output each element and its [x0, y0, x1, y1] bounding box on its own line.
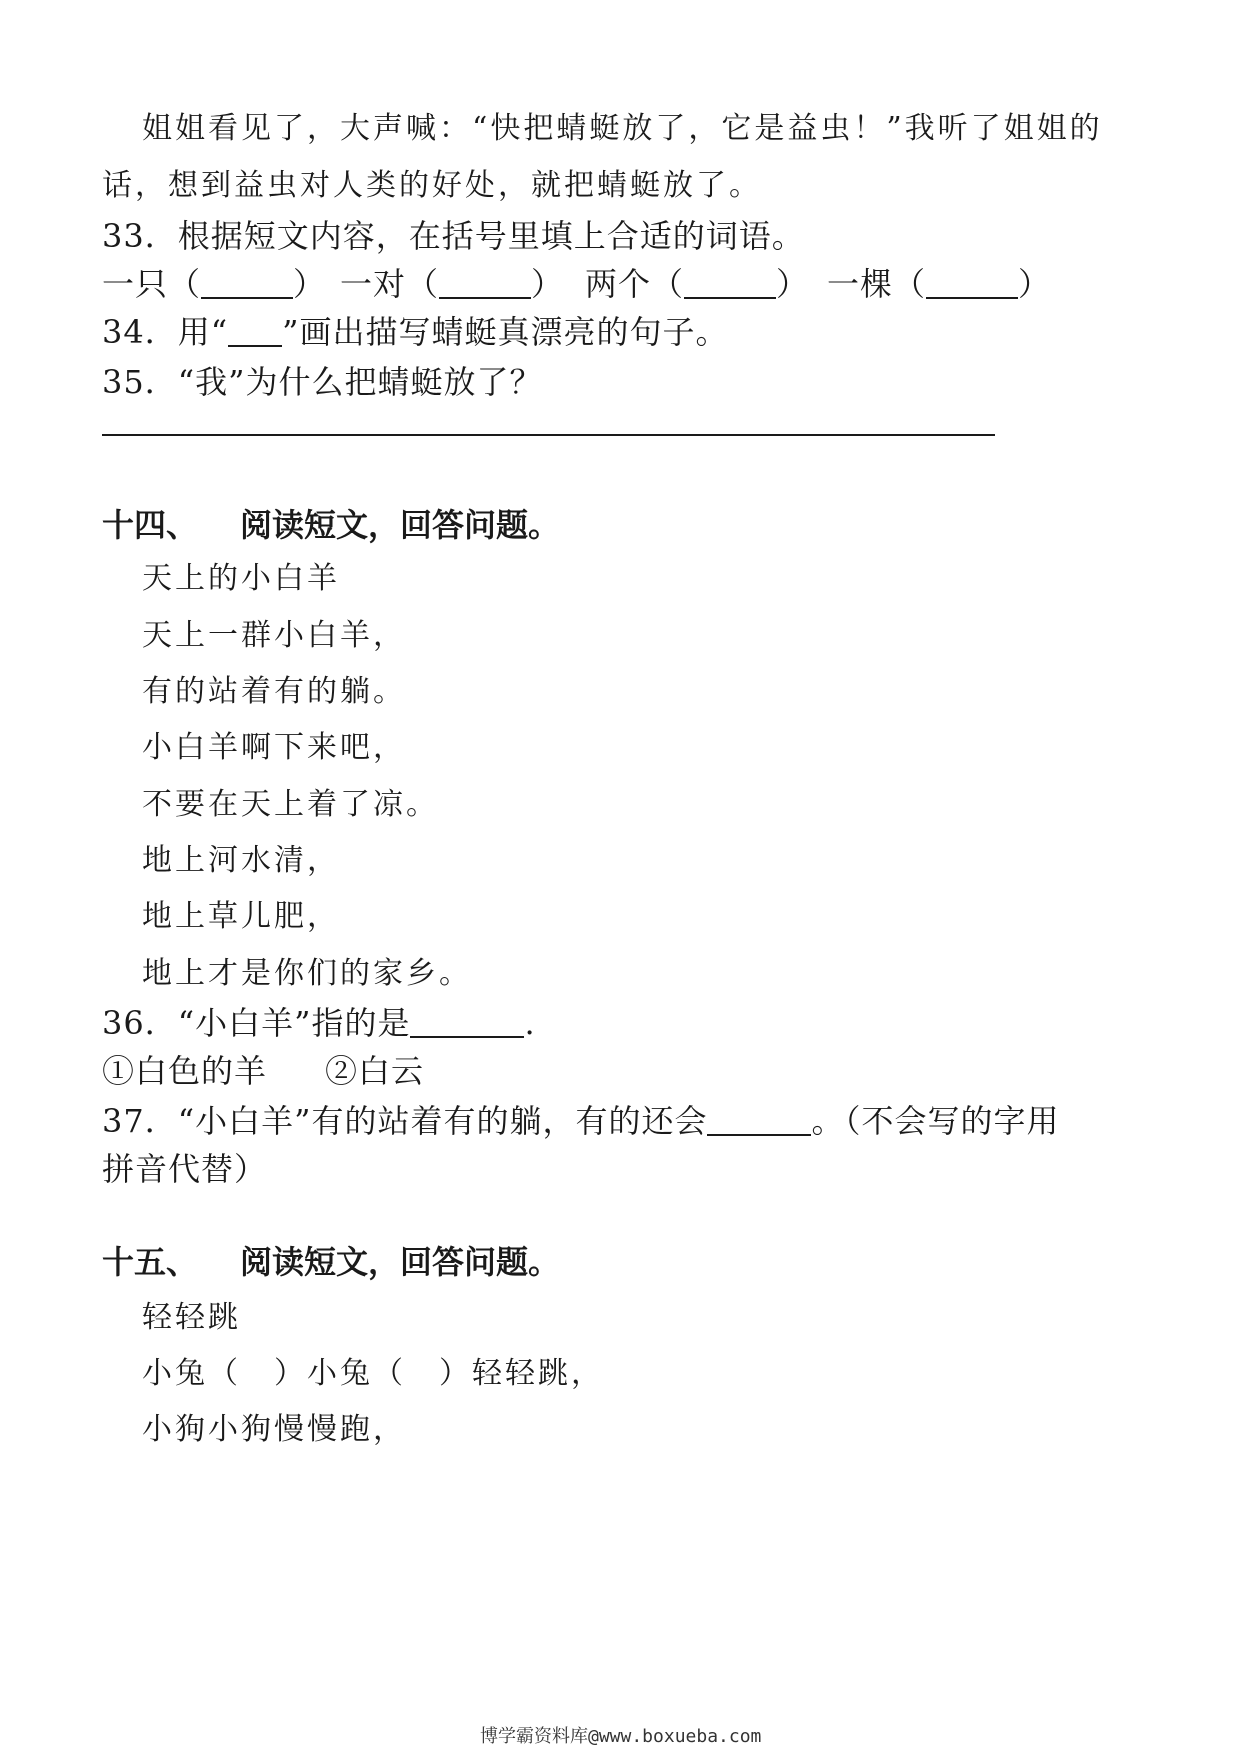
- q37-suffix: 。（不会写的字用: [811, 1102, 1060, 1140]
- poem-line: 小白羊啊下来吧，: [142, 730, 406, 765]
- poem-line: 不要在天上着了凉。: [142, 787, 439, 822]
- q33-item-1: [102, 259, 326, 305]
- q33-item-suffix: ）: [1018, 265, 1052, 303]
- poem-line: 地上河水清，: [142, 843, 340, 878]
- underline-sample: [228, 315, 282, 347]
- answer-line[interactable]: [102, 434, 995, 436]
- poem-line: 小兔（ ）小兔（ ）轻轻跳，: [142, 1356, 604, 1391]
- section-title: 阅读短文，回答问题。: [240, 506, 561, 544]
- passage-line: 姐姐看见了，大声喊：“快把蜻蜓放了，它是益虫！”我听了姐姐的: [142, 111, 1103, 146]
- section-number: 十五、: [102, 1243, 199, 1281]
- q36-suffix: .: [524, 1004, 536, 1042]
- q33-item-suffix: ）: [293, 265, 327, 303]
- q33-item-prefix: 一对（: [340, 265, 440, 303]
- answer-blank[interactable]: [926, 267, 1018, 299]
- question-33: 33．根据短文内容，在括号里填上合适的词语。: [102, 217, 805, 255]
- section-14-heading: [102, 500, 560, 546]
- footer-watermark: 博学霸资料库@www.boxueba.com: [480, 1726, 762, 1747]
- question-37: [102, 1096, 1059, 1142]
- question-37-line2: 拼音代替）: [102, 1150, 268, 1188]
- q33-item-suffix: ）: [776, 265, 810, 303]
- answer-blank[interactable]: [201, 267, 293, 299]
- answer-blank[interactable]: [410, 1006, 524, 1038]
- q33-item-suffix: ）: [531, 265, 565, 303]
- poem-line: 小狗小狗慢慢跑，: [142, 1412, 406, 1447]
- option-2[interactable]: ②白云: [325, 1052, 425, 1090]
- section-15-heading: [102, 1237, 560, 1283]
- poem-title: 天上的小白羊: [142, 561, 340, 596]
- q33-item-3: [585, 259, 809, 305]
- q36-options: [102, 1046, 424, 1092]
- option-1[interactable]: ①白色的羊: [102, 1052, 268, 1090]
- poem-line: 天上一群小白羊，: [142, 618, 406, 653]
- question-36: [102, 998, 536, 1044]
- answer-blank[interactable]: [439, 267, 531, 299]
- q33-item-prefix: 两个（: [585, 265, 685, 303]
- q33-item-2: [340, 259, 564, 305]
- section-number: 十四、: [102, 506, 199, 544]
- q36-prefix: 36．“小白羊”指的是: [102, 1004, 411, 1042]
- q33-item-4: [827, 259, 1051, 305]
- section-title: 阅读短文，回答问题。: [240, 1243, 561, 1281]
- q34-prefix: 34．用“: [102, 313, 229, 351]
- answer-blank[interactable]: [707, 1104, 811, 1136]
- passage-line: 话，想到益虫对人类的好处，就把蜻蜓放了。: [102, 168, 762, 203]
- question-34: [102, 307, 728, 353]
- q33-item-prefix: 一棵（: [827, 265, 927, 303]
- q34-suffix: ”画出描写蜻蜓真漂亮的句子。: [282, 313, 729, 351]
- poem-line: 有的站着有的躺。: [142, 674, 406, 709]
- poem-title: 轻轻跳: [142, 1300, 241, 1335]
- q37-prefix: 37．“小白羊”有的站着有的躺，有的还会: [102, 1102, 708, 1140]
- answer-blank[interactable]: [684, 267, 776, 299]
- question-35: 35．“我”为什么把蜻蜓放了？: [102, 363, 543, 401]
- q33-item-prefix: 一只（: [102, 265, 202, 303]
- poem-line: 地上草儿肥，: [142, 899, 340, 934]
- poem-line: 地上才是你们的家乡。: [142, 956, 472, 991]
